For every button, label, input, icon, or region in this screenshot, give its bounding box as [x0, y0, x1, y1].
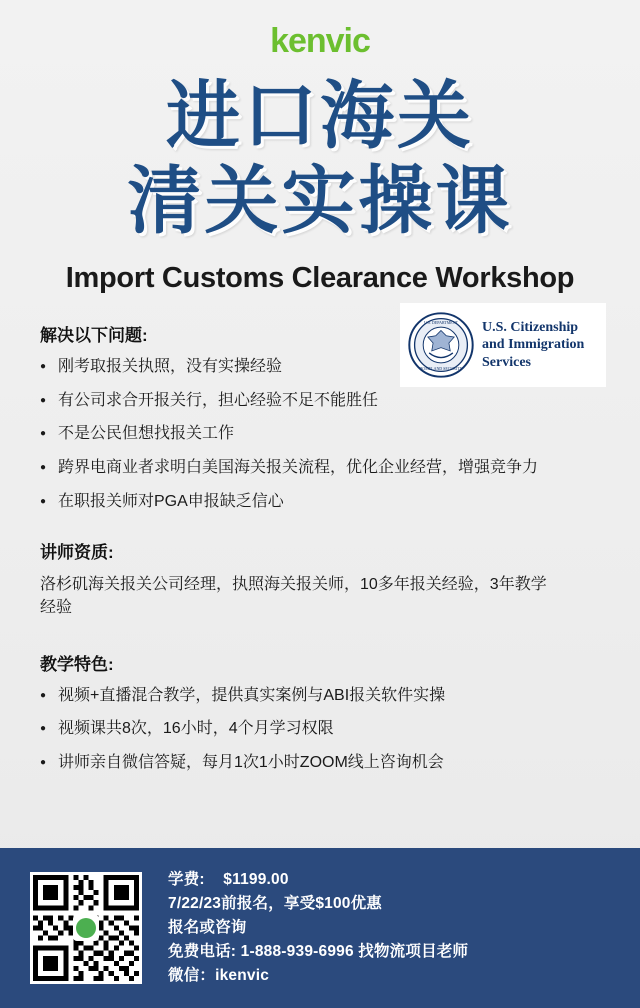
list-item: ● 视频课共8次，16小时，4个月学习权限	[40, 718, 600, 740]
tuition-label: 学费:	[168, 870, 205, 888]
list-item: ● 不是公民但想找报关工作	[40, 423, 600, 445]
svg-text:U.S. DEPARTMENT: U.S. DEPARTMENT	[424, 320, 458, 326]
brand-logo: kenvic	[270, 22, 370, 60]
wechat-logo-icon	[73, 915, 99, 941]
seal-line-3: Services	[482, 354, 531, 370]
section-instructor-text: 洛杉矶海关报关公司经理，执照海关报关师，10多年报关经验，3年教学经验	[40, 576, 547, 617]
list-item: ● 讲师亲自微信答疑，每月1次1小时ZOOM线上咨询机会	[40, 752, 600, 774]
list-item: ● 在职报关师对PGA申报缺乏信心	[40, 491, 600, 513]
title-line-1: 进口海关	[166, 73, 474, 159]
subtitle-english: Import Customs Clearance Workshop	[65, 262, 575, 295]
title-line-2: 清关实操课	[127, 158, 513, 245]
wechat-qr-code[interactable]	[30, 872, 142, 984]
section-problems-heading: 解决以下问题:	[40, 326, 148, 346]
page-title	[0, 74, 640, 244]
list-item: ● 视频+直播混合教学，提供真实案例与ABI报关软件实操	[40, 685, 600, 707]
seal-line-2: and Immigration	[482, 337, 585, 353]
phone-text: 免费电话: 1-888-939-6996 找物流项目老师	[168, 943, 469, 960]
list-item: ● 跨界电商业者求明白美国海关报关流程，优化企业经营，增强竞争力	[40, 457, 600, 479]
section-features-heading: 教学特色:	[40, 654, 114, 674]
tuition-value: $1199.00	[223, 870, 289, 888]
section-features	[40, 650, 600, 774]
footer-info	[168, 868, 468, 988]
svg-text:HOMELAND SECURITY: HOMELAND SECURITY	[419, 366, 463, 372]
wechat-text: 微信：ikenvic	[168, 967, 270, 985]
section-instructor	[40, 538, 600, 619]
footer	[0, 848, 640, 1008]
signup-text: 报名或咨询	[168, 918, 247, 936]
discount-text: 7/22/23前报名，享受$100优惠	[168, 894, 382, 912]
section-features-list	[40, 685, 600, 774]
tuition-row	[168, 868, 468, 892]
body-content	[0, 295, 640, 848]
seal-line-1: U.S. Citizenship	[482, 319, 579, 335]
list-item: ● 有公司求合开报关行，担心经验不足不能胜任	[40, 390, 600, 412]
list-item: ● 刚考取报关执照，没有实操经验	[40, 356, 600, 378]
section-instructor-heading: 讲师资质:	[40, 543, 114, 563]
